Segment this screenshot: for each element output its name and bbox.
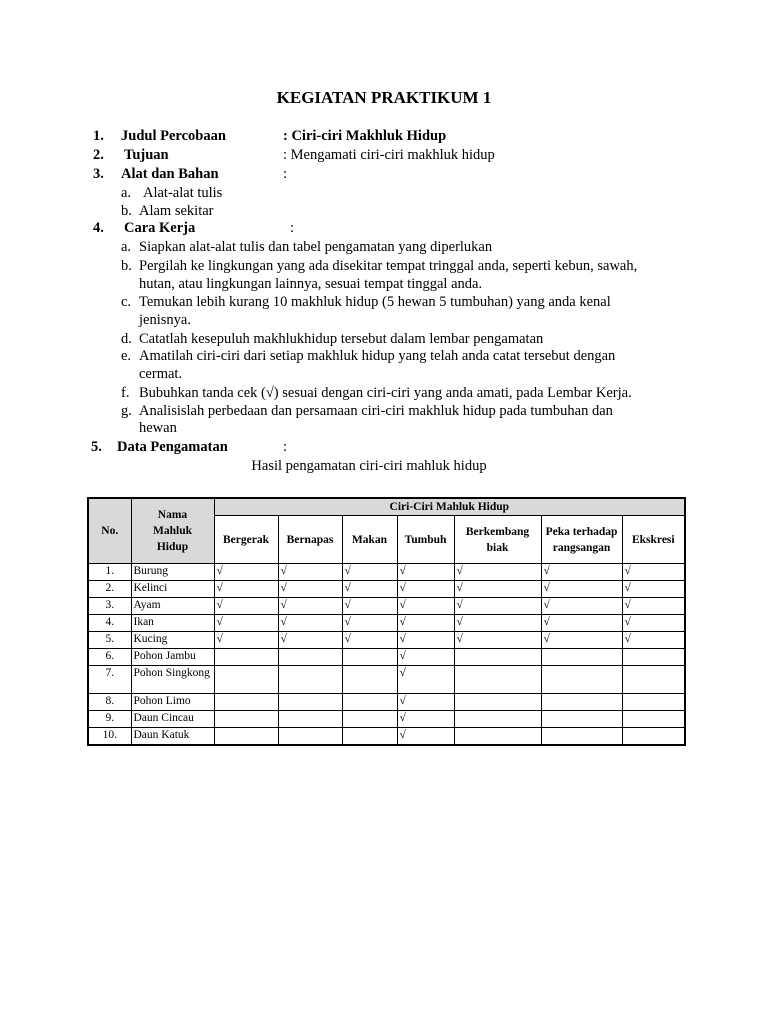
check-cell [278,649,342,666]
check-cell [342,711,397,728]
check-cell: √ [622,581,685,598]
check-cell: √ [454,598,541,615]
check-cell [454,711,541,728]
check-cell: √ [541,632,622,649]
step-b-continued: hutan, atau lingkungan lainnya, sesuai tempat tinggal anda. [139,276,483,292]
step-text: Analisislah perbedaan dan persamaan ciri-ciri makhluk hidup pada tumbuhan dan [139,403,613,419]
check-cell [214,711,278,728]
check-cell: √ [541,564,622,581]
header-col: Tumbuh [397,516,454,564]
step-text: Bubuhkan tanda cek (√) sesuai dengan ciri-ciri yang anda amati, pada Lembar Kerja. [139,385,632,401]
step-mark: c. [121,294,132,310]
row-number: 1. [88,564,131,581]
step-d [121,330,543,348]
check-cell [214,649,278,666]
row-name: Daun Katuk [131,728,214,746]
check-cell [278,711,342,728]
row-name: Daun Cincau [131,711,214,728]
check-cell: √ [214,598,278,615]
check-cell: √ [278,615,342,632]
row-number: 10. [88,728,131,746]
check-cell [342,649,397,666]
item-label: Tujuan [124,147,169,163]
header-name: Nama Mahluk Hidup [131,498,214,564]
table-row [88,728,685,746]
step-mark: g. [121,403,132,419]
step-mark: d. [121,331,132,347]
sub-item [121,184,222,202]
check-cell [214,694,278,711]
step-text: Pergilah ke lingkungan yang ada disekitar tempat tringgal anda, seperti kebun, sawah, [139,258,638,274]
item-number: 2. [93,147,104,163]
check-cell [622,728,685,746]
check-cell: √ [454,632,541,649]
step-a [121,238,492,256]
check-cell: √ [342,564,397,581]
check-cell: √ [454,581,541,598]
item-number: 5. [91,439,102,455]
page-title: KEGIATAN PRAKTIKUM 1 [276,88,492,107]
row-name: Ikan [131,615,214,632]
table-row [88,615,685,632]
step-text: Siapkan alat-alat tulis dan tabel pengamatan yang diperlukan [139,239,493,255]
item-value: : [283,439,288,455]
row-number: 8. [88,694,131,711]
table-row [88,711,685,728]
check-cell: √ [397,632,454,649]
row-number: 4. [88,615,131,632]
header-col: Ekskresi [622,516,685,564]
check-cell: √ [214,632,278,649]
header-col: Makan [342,516,397,564]
check-cell: √ [541,615,622,632]
row-name: Burung [131,564,214,581]
step-e [121,347,615,365]
check-cell: √ [622,615,685,632]
item-number: 1. [93,128,104,144]
check-cell: √ [214,581,278,598]
observation-table [87,497,686,746]
check-cell: √ [397,728,454,746]
table-row [88,598,685,615]
check-cell: √ [397,615,454,632]
table-row [88,564,685,581]
header-col: Bergerak [214,516,278,564]
check-cell: √ [397,694,454,711]
check-cell [454,694,541,711]
step-text: Amatilah ciri-ciri dari setiap makhluk hidup yang telah anda catat tersebut dengan [139,348,616,364]
header-col: Peka terhadap rangsangan [541,516,622,564]
step-b [121,257,637,275]
step-text: Temukan lebih kurang 10 makhluk hidup (5 hewan 5 tumbuhan) yang anda kenal [139,294,611,310]
check-cell: √ [541,598,622,615]
check-cell [622,649,685,666]
row-name: Pohon Jambu [131,649,214,666]
check-cell: √ [397,598,454,615]
check-cell: √ [397,564,454,581]
item-number: 4. [93,220,104,236]
header-col: Berkembang biak [454,516,541,564]
step-e-continued: cermat. [139,366,183,382]
sub-item-text: Alat-alat tulis [143,185,223,201]
row-name: Kelinci [131,581,214,598]
check-cell: √ [454,564,541,581]
check-cell [541,711,622,728]
check-cell: √ [397,666,454,694]
check-cell: √ [397,649,454,666]
check-cell: √ [278,632,342,649]
check-cell: √ [397,581,454,598]
header-no: No. [88,498,131,564]
row-number: 5. [88,632,131,649]
step-g [121,402,613,420]
check-cell: √ [278,581,342,598]
check-cell: √ [214,615,278,632]
row-number: 3. [88,598,131,615]
step-c-continued: jenisnya. [139,312,191,328]
check-cell [541,694,622,711]
item-label: Cara Kerja [124,220,196,236]
check-cell [278,666,342,694]
item-label: Data Pengamatan [117,439,228,455]
item-number: 3. [93,166,104,182]
check-cell [541,728,622,746]
check-cell [278,728,342,746]
step-c [121,293,611,311]
header-col: Bernapas [278,516,342,564]
row-number: 7. [88,666,131,694]
check-cell: √ [278,564,342,581]
header-group: Ciri-Ciri Mahluk Hidup [214,498,685,516]
check-cell: √ [622,564,685,581]
item-value: : [283,166,288,182]
sub-item-mark: a. [121,185,132,201]
check-cell [622,666,685,694]
check-cell: √ [454,615,541,632]
row-name: Kucing [131,632,214,649]
check-cell [342,694,397,711]
row-name: Pohon Singkong [131,666,214,694]
step-mark: e. [121,348,132,364]
table-row [88,694,685,711]
step-mark: b. [121,258,132,274]
check-cell: √ [622,598,685,615]
table-caption: Hasil pengamatan ciri-ciri mahluk hidup [251,458,487,474]
table-row [88,581,685,598]
check-cell: √ [622,632,685,649]
table-row [88,666,685,694]
check-cell [622,694,685,711]
item-value: : [290,220,295,236]
sub-item [121,202,214,220]
step-mark: f. [121,385,130,401]
item-label: Judul Percobaan [121,128,226,144]
sub-item-text: Alam sekitar [139,203,214,219]
item-value: : Mengamati ciri-ciri makhluk hidup [283,147,495,163]
check-cell [214,728,278,746]
row-name: Ayam [131,598,214,615]
row-number: 9. [88,711,131,728]
check-cell: √ [342,598,397,615]
check-cell: √ [342,615,397,632]
item-value: : Ciri-ciri Makhluk Hidup [283,128,447,144]
step-mark: a. [121,239,132,255]
check-cell: √ [342,581,397,598]
table-row [88,649,685,666]
sub-item-mark: b. [121,203,132,219]
check-cell: √ [397,711,454,728]
check-cell [342,666,397,694]
check-cell [454,649,541,666]
check-cell [541,649,622,666]
row-number: 6. [88,649,131,666]
check-cell: √ [342,632,397,649]
check-cell [454,728,541,746]
row-name: Pohon Limo [131,694,214,711]
check-cell [278,694,342,711]
check-cell: √ [541,581,622,598]
item-label: Alat dan Bahan [121,166,219,182]
check-cell: √ [278,598,342,615]
step-g-continued: hewan [139,420,177,436]
check-cell [214,666,278,694]
step-text: Catatlah kesepuluh makhlukhidup tersebut dalam lembar pengamatan [139,331,544,347]
row-number: 2. [88,581,131,598]
check-cell [342,728,397,746]
step-f [121,384,632,402]
check-cell [454,666,541,694]
check-cell: √ [214,564,278,581]
check-cell [622,711,685,728]
table-row [88,632,685,649]
check-cell [541,666,622,694]
